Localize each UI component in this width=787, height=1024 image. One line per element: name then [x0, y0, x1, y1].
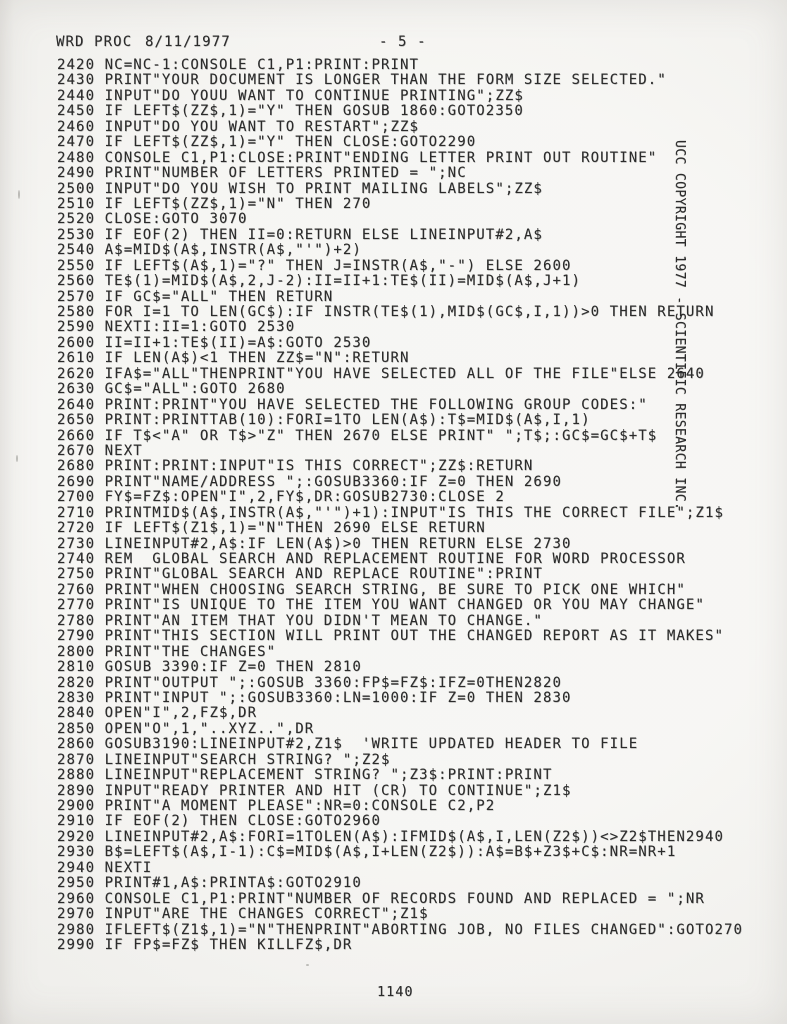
- scan-artifact: [306, 964, 309, 966]
- code-line: 2450 IF LEFT$(ZZ$,1)="Y" THEN GOSUB 1860:GOTO2350: [57, 103, 524, 120]
- code-line: 2600 II=II+1:TE$(II)=A$:GOTO 2530: [57, 334, 372, 351]
- code-line: 2720 IF LEFT$(Z1$,1)="N"THEN 2690 ELSE RETURN: [57, 520, 486, 537]
- code-line: 2660 IF T$<"A" OR T$>"Z" THEN 2670 ELSE PRINT" ";T$;:GC$=GC$+T$: [57, 427, 658, 444]
- code-line: 2880 LINEINPUT"REPLACEMENT STRING? ";Z3$:PRINT:PRINT: [57, 767, 553, 784]
- code-line: 2670 NEXT: [57, 442, 143, 459]
- code-line: 2570 IF GC$="ALL" THEN RETURN: [57, 288, 334, 305]
- page-header: [0, 34, 787, 50]
- code-line: 2830 PRINT"INPUT ";:GOSUB3360:LN=1000:IF Z=0 THEN 2830: [57, 689, 572, 706]
- code-line: 2640 PRINT:PRINT"YOU HAVE SELECTED THE FOLLOWING GROUP CODES:": [57, 396, 648, 413]
- code-line: 2910 IF EOF(2) THEN CLOSE:GOTO2960: [57, 813, 381, 830]
- page-number: 1140: [377, 984, 414, 1000]
- scan-artifact: [18, 190, 20, 199]
- code-line: 2940 NEXTI: [57, 859, 153, 876]
- document-title: WRD PROC: [56, 34, 133, 50]
- code-line: 2500 INPUT"DO YOU WISH TO PRINT MAILING LABELS";ZZ$: [57, 180, 543, 197]
- code-line: 2690 PRINT"NAME/ADDRESS ";:GOSUB3360:IF Z=0 THEN 2690: [57, 473, 563, 490]
- code-line: 2920 LINEINPUT#2,A$:FORI=1TOLEN(A$):IFMID$(A$,I,LEN(Z2$))<>Z2$THEN2940: [57, 828, 725, 845]
- code-line: 2950 PRINT#1,A$:PRINTA$:GOTO2910: [57, 875, 362, 892]
- code-line: 2430 PRINT"YOUR DOCUMENT IS LONGER THAN THE FORM SIZE SELECTED.": [57, 72, 667, 89]
- code-line: 2750 PRINT"GLOBAL SEARCH AND REPLACE ROUTINE":PRINT: [57, 566, 543, 583]
- document-date: 8/11/1977: [145, 34, 231, 50]
- code-line: 2520 CLOSE:GOTO 3070: [57, 211, 248, 228]
- code-line: 2780 PRINT"AN ITEM THAT YOU DIDN'T MEAN TO CHANGE.": [57, 612, 543, 629]
- code-line: 2740 REM GLOBAL SEARCH AND REPLACEMENT ROUTINE FOR WORD PROCESSOR: [57, 551, 686, 567]
- code-line: 2850 OPEN"O",1,"..XYZ..",DR: [57, 720, 315, 737]
- code-line: 2630 GC$="ALL":GOTO 2680: [57, 381, 286, 398]
- code-line: 2930 B$=LEFT$(A$,I-1):C$=MID$(A$,I+LEN(Z2$)):A$=B$+Z3$+C$:NR=NR+1: [57, 844, 677, 861]
- code-line: 2840 OPEN"I",2,FZ$,DR: [57, 705, 258, 722]
- code-line: 2470 IF LEFT$(ZZ$,1)="Y" THEN CLOSE:GOTO2290: [57, 134, 477, 151]
- code-listing: [57, 58, 743, 953]
- code-line: 2550 IF LEFT$(A$,1)="?" THEN J=INSTR(A$,"-") ELSE 2600: [57, 257, 572, 274]
- code-line: 2960 CONSOLE C1,P1:PRINT"NUMBER OF RECORDS FOUND AND REPLACED = ";NR: [57, 890, 705, 907]
- code-line: 2810 GOSUB 3390:IF Z=0 THEN 2810: [57, 659, 362, 676]
- code-line: 2540 A$=MID$(A$,INSTR(A$,"'")+2): [57, 242, 362, 259]
- code-line: 2650 PRINT:PRINTTAB(10):FORI=1TO LEN(A$):T$=MID$(A$,I,1): [57, 412, 591, 429]
- code-line: 2970 INPUT"ARE THE CHANGES CORRECT";Z1$: [57, 906, 429, 923]
- code-line: 2860 GOSUB3190:LINEINPUT#2,Z1$ 'WRITE UPDATED HEADER TO FILE: [57, 736, 639, 753]
- code-line: 2980 IFLEFT$(Z1$,1)="N"THENPRINT"ABORTING JOB, NO FILES CHANGED":GOTO270: [57, 921, 744, 938]
- code-line: 2890 INPUT"READY PRINTER AND HIT (CR) TO CONTINUE";Z1$: [57, 782, 572, 799]
- code-line: 2700 FY$=FZ$:OPEN"I",2,FY$,DR:GOSUB2730:CLOSE 2: [57, 489, 505, 506]
- code-line: 2530 IF EOF(2) THEN II=0:RETURN ELSE LINEINPUT#2,A$: [57, 226, 543, 243]
- code-line: 2590 NEXTI:II=1:GOTO 2530: [57, 319, 296, 336]
- code-line: 2560 TE$(1)=MID$(A$,2,J-2):II=II+1:TE$(II)=MID$(A$,J+1): [57, 273, 582, 290]
- code-line: 2480 CONSOLE C1,P1:CLOSE:PRINT"ENDING LETTER PRINT OUT ROUTINE": [57, 149, 658, 166]
- code-line: 2820 PRINT"OUTPUT ";:GOSUB 3360:FP$=FZ$:IFZ=0THEN2820: [57, 674, 563, 691]
- code-line: 2440 INPUT"DO YOUU WANT TO CONTINUE PRINTING";ZZ$: [57, 87, 524, 104]
- code-line: 2990 IF FP$=FZ$ THEN KILLFZ$,DR: [57, 936, 353, 953]
- code-line: 2730 LINEINPUT#2,A$:IF LEN(A$)>0 THEN RETURN ELSE 2730: [57, 535, 572, 552]
- code-line: 2790 PRINT"THIS SECTION WILL PRINT OUT THE CHANGED REPORT AS IT MAKES": [57, 628, 725, 645]
- code-line: 2900 PRINT"A MOMENT PLEASE":NR=0:CONSOLE C2,P2: [57, 798, 496, 814]
- code-line: 2680 PRINT:PRINT:INPUT"IS THIS CORRECT";ZZ$:RETURN: [57, 458, 534, 475]
- code-line: 2490 PRINT"NUMBER OF LETTERS PRINTED = ";NC: [57, 165, 467, 182]
- code-line: 2760 PRINT"WHEN CHOOSING SEARCH STRING, BE SURE TO PICK ONE WHICH": [57, 581, 686, 598]
- code-line: 2770 PRINT"IS UNIQUE TO THE ITEM YOU WANT CHANGED OR YOU MAY CHANGE": [57, 597, 705, 614]
- code-line: 2870 LINEINPUT"SEARCH STRING? ";Z2$: [57, 751, 391, 768]
- code-line: 2620 IFA$="ALL"THENPRINT"YOU HAVE SELECTED ALL OF THE FILE"ELSE 2640: [57, 365, 705, 382]
- code-line: 2580 FOR I=1 TO LEN(GC$):IF INSTR(TE$(1),MID$(GC$,I,1))>0 THEN RETURN: [57, 304, 715, 320]
- scan-artifact: [16, 455, 18, 462]
- code-line: 2710 PRINTMID$(A$,INSTR(A$,"'")+1):INPUT"IS THIS THE CORRECT FILE";Z1$: [57, 504, 725, 521]
- code-line: 2510 IF LEFT$(ZZ$,1)="N" THEN 270: [57, 195, 372, 212]
- code-line: 2420 NC=NC-1:CONSOLE C1,P1:PRINT:PRINT: [57, 57, 420, 73]
- copyright-sidebar: UCC COPYRIGHT 1977 - SCIENTIFIC RESEARCH INC.: [672, 140, 687, 511]
- page-label: - 5 -: [379, 34, 427, 50]
- code-line: 2800 PRINT"THE CHANGES": [57, 643, 277, 660]
- code-line: 2610 IF LEN(A$)<1 THEN ZZ$="N":RETURN: [57, 350, 410, 367]
- code-line: 2460 INPUT"DO YOU WANT TO RESTART";ZZ$: [57, 118, 420, 135]
